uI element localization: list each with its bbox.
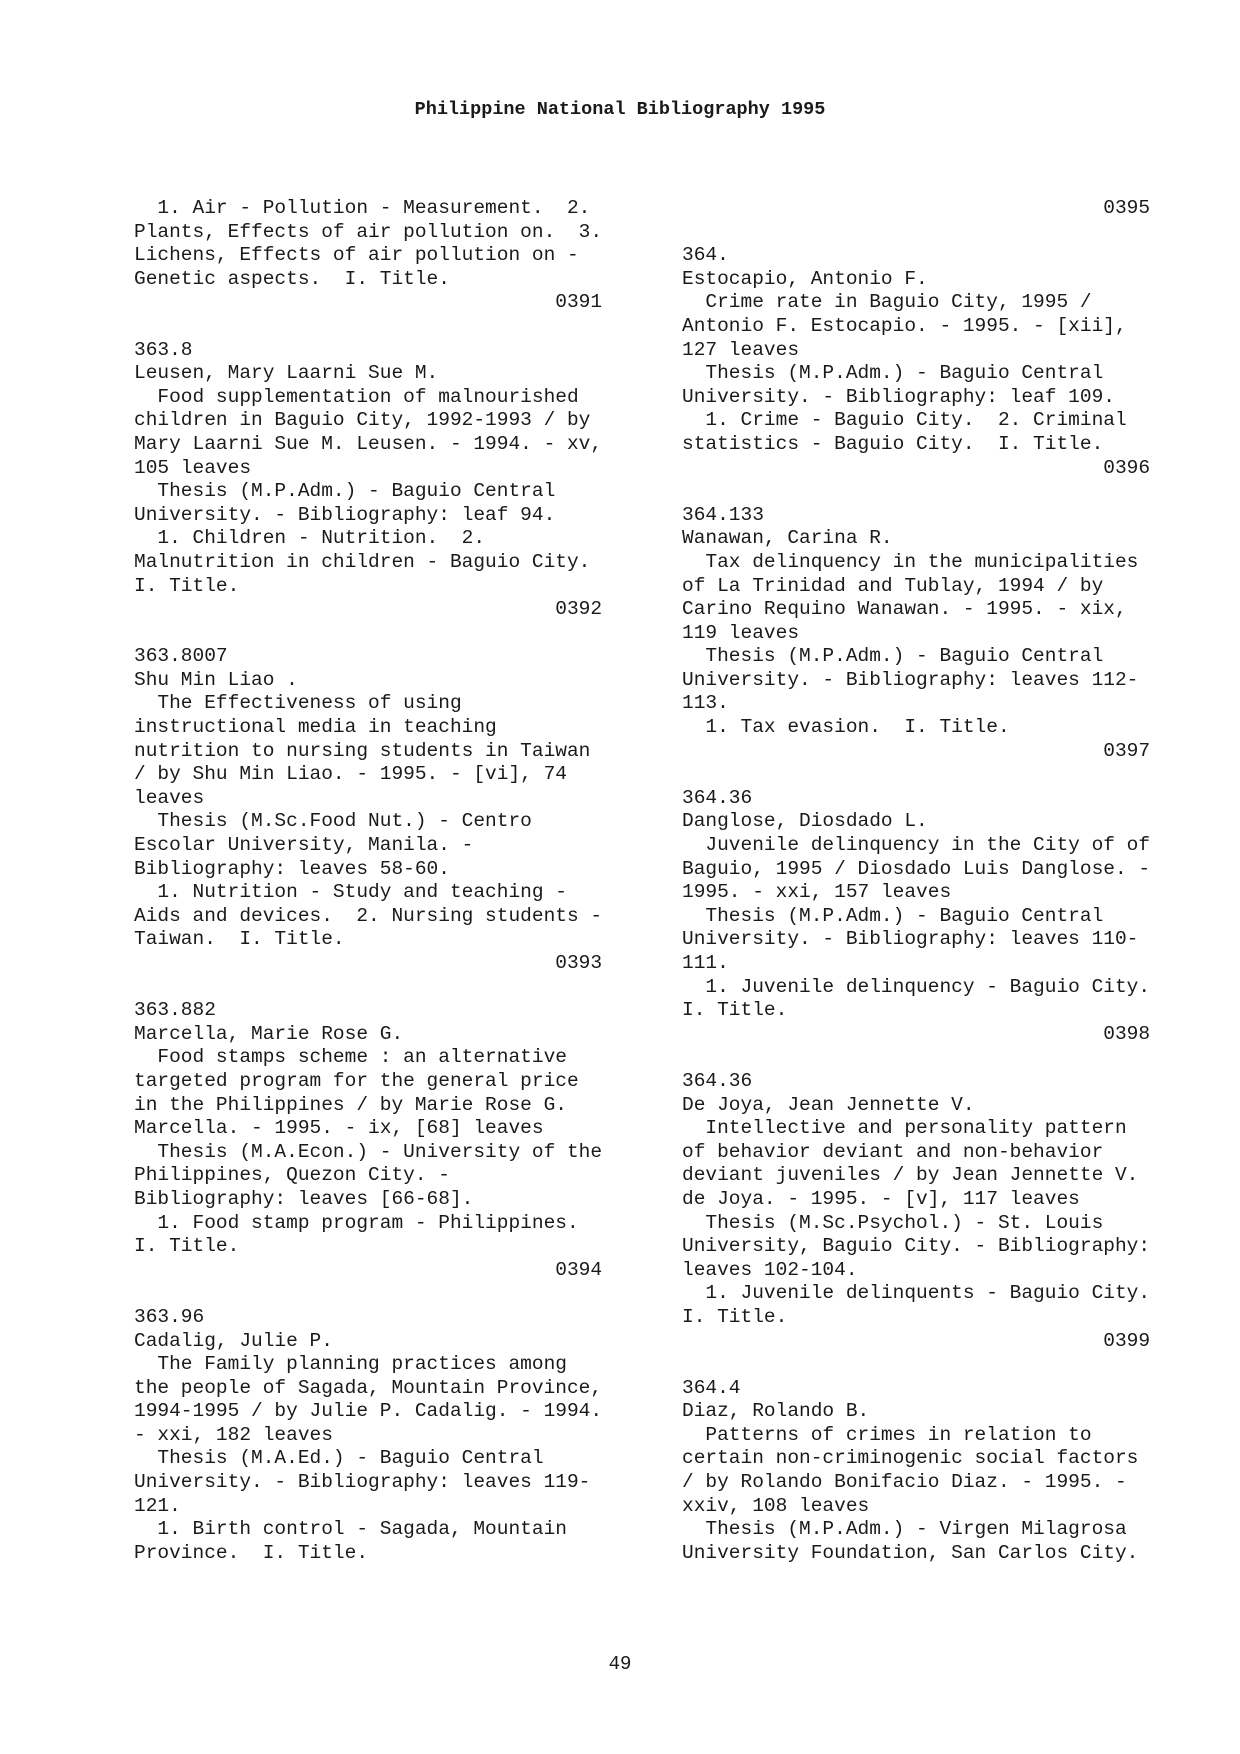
- text-line: Estocapio, Antonio F.: [682, 267, 928, 290]
- text-line: 113.: [682, 692, 729, 715]
- text-line: Thesis (M.P.Adm.) - Baguio Central: [134, 480, 556, 503]
- text-line: 105 leaves: [134, 456, 252, 479]
- text-line: 363.8007: [134, 645, 228, 668]
- text-line: [134, 976, 639, 1000]
- text-line: Thesis (M.P.Adm.) - Virgen Milagrosa: [682, 1518, 1127, 1541]
- text-line: 1995. - xxi, 157 leaves: [682, 881, 952, 904]
- text-line: 1. Crime - Baguio City. 2. Criminal: [682, 409, 1127, 432]
- text-line: I. Title.: [682, 1305, 788, 1328]
- left-column: [134, 197, 639, 1565]
- text-line: Bibliography: leaves 58-60.: [134, 857, 450, 880]
- text-line: 0399: [682, 1329, 1151, 1352]
- text-line: [682, 763, 1187, 787]
- text-line: Antonio F. Estocapio. - 1995. - [xii],: [682, 314, 1127, 337]
- text-line: statistics - Baguio City. I. Title.: [682, 432, 1104, 455]
- text-line: leaves: [134, 786, 205, 809]
- text-line: in the Philippines / by Marie Rose G.: [134, 1093, 567, 1116]
- text-line: 1. Air - Pollution - Measurement. 2.: [134, 197, 591, 219]
- text-line: Thesis (M.A.Ed.) - Baguio Central: [134, 1447, 544, 1470]
- text-line: of La Trinidad and Tublay, 1994 / by: [682, 574, 1104, 597]
- text-line: University. - Bibliography: leaf 109.: [682, 385, 1115, 408]
- text-line: 364.: [682, 244, 729, 267]
- text-line: 363.96: [134, 1305, 205, 1328]
- text-line: Food supplementation of malnourished: [134, 385, 579, 408]
- text-line: I. Title.: [682, 999, 788, 1022]
- text-line: Genetic aspects. I. Title.: [134, 267, 450, 290]
- text-line: 363.8: [134, 338, 193, 361]
- text-line: 0392: [134, 598, 603, 621]
- text-line: targeted program for the general price: [134, 1069, 579, 1092]
- text-line: 1. Nutrition - Study and teaching -: [134, 881, 567, 904]
- text-line: 1. Juvenile delinquents - Baguio City.: [682, 1282, 1151, 1305]
- text-line: 0398: [682, 1022, 1151, 1045]
- text-line: 364.36: [682, 786, 753, 809]
- text-line: Patterns of crimes in relation to: [682, 1423, 1092, 1446]
- text-line: Mary Laarni Sue M. Leusen. - 1994. - xv,: [134, 432, 603, 455]
- text-line: 0393: [134, 952, 603, 974]
- text-line: 1994-1995 / by Julie P. Cadalig. - 1994.: [134, 1400, 603, 1423]
- text-line: University Foundation, San Carlos City.: [682, 1541, 1139, 1564]
- text-line: / by Rolando Bonifacio Diaz. - 1995. -: [682, 1471, 1127, 1494]
- text-line: instructional media in teaching: [134, 716, 497, 739]
- text-line: Plants, Effects of air pollution on. 3.: [134, 220, 603, 243]
- text-line: Carino Requino Wanawan. - 1995. - xix,: [682, 598, 1127, 621]
- text-line: of behavior deviant and non-behavior: [682, 1140, 1104, 1163]
- text-line: Lichens, Effects of air pollution on -: [134, 244, 579, 267]
- text-line: 111.: [682, 952, 729, 974]
- text-line: Tax delinquency in the municipalities: [682, 550, 1139, 573]
- text-line: xxiv, 108 leaves: [682, 1494, 870, 1517]
- text-line: Diaz, Rolando B.: [682, 1400, 870, 1423]
- text-line: Thesis (M.P.Adm.) - Baguio Central: [682, 904, 1104, 927]
- text-line: Escolar University, Manila. -: [134, 834, 474, 857]
- text-line: Leusen, Mary Laarni Sue M.: [134, 362, 439, 385]
- text-line: The Effectiveness of using: [134, 692, 462, 715]
- text-line: - xxi, 182 leaves: [134, 1423, 333, 1446]
- text-line: 0397: [682, 739, 1151, 762]
- text-line: I. Title.: [134, 1235, 240, 1258]
- text-line: 364.133: [682, 503, 764, 526]
- text-line: 119 leaves: [682, 621, 800, 644]
- text-line: / by Shu Min Liao. - 1995. - [vi], 74: [134, 763, 567, 786]
- text-line: Intellective and personality pattern: [682, 1117, 1127, 1140]
- text-line: 1. Birth control - Sagada, Mountain: [134, 1518, 567, 1541]
- text-line: 1. Food stamp program - Philippines.: [134, 1211, 579, 1234]
- text-line: Aids and devices. 2. Nursing students -: [134, 904, 603, 927]
- text-line: 364.36: [682, 1069, 753, 1092]
- text-line: Thesis (M.A.Econ.) - University of the: [134, 1140, 603, 1163]
- text-line: University. - Bibliography: leaves 119-: [134, 1471, 591, 1494]
- page-number: 49: [608, 1653, 632, 1675]
- text-line: Thesis (M.Sc.Psychol.) - St. Louis: [682, 1211, 1104, 1234]
- text-line: [134, 315, 639, 339]
- text-line: Province. I. Title.: [134, 1541, 369, 1564]
- text-line: 127 leaves: [682, 338, 800, 361]
- page-title: Philippine National Bibliography 1995: [414, 99, 826, 120]
- text-line: Juvenile delinquency in the City of of: [682, 834, 1151, 857]
- text-line: Wanawan, Carina R.: [682, 527, 893, 550]
- text-line: I. Title.: [134, 574, 240, 597]
- text-line: Baguio, 1995 / Diosdado Luis Danglose. -: [682, 857, 1151, 880]
- text-line: Cadalig, Julie P.: [134, 1329, 333, 1352]
- text-line: University. - Bibliography: leaf 94.: [134, 503, 556, 526]
- text-line: leaves 102-104.: [682, 1258, 858, 1281]
- text-line: Marcella. - 1995. - ix, [68] leaves: [134, 1117, 544, 1140]
- text-line: Thesis (M.P.Adm.) - Baguio Central: [682, 645, 1104, 668]
- text-line: Thesis (M.Sc.Food Nut.) - Centro: [134, 810, 532, 833]
- text-line: [682, 480, 1187, 504]
- text-line: deviant juveniles / by Jean Jennette V.: [682, 1164, 1139, 1187]
- text-line: University. - Bibliography: leaves 112-: [682, 668, 1139, 691]
- text-line: Food stamps scheme : an alternative: [134, 1046, 567, 1069]
- text-line: Shu Min Liao .: [134, 668, 298, 691]
- text-line: 1. Children - Nutrition. 2.: [134, 527, 486, 550]
- text-line: [682, 221, 1187, 245]
- text-line: children in Baguio City, 1992-1993 / by: [134, 409, 591, 432]
- text-line: [134, 1282, 639, 1306]
- text-line: University, Baguio City. - Bibliography:: [682, 1235, 1151, 1258]
- text-line: 1. Tax evasion. I. Title.: [682, 716, 1010, 739]
- text-line: de Joya. - 1995. - [v], 117 leaves: [682, 1187, 1080, 1210]
- text-line: 363.882: [134, 999, 216, 1022]
- text-line: [682, 1353, 1187, 1377]
- text-line: [134, 622, 639, 646]
- text-line: nutrition to nursing students in Taiwan: [134, 739, 591, 762]
- text-line: Marcella, Marie Rose G.: [134, 1022, 404, 1045]
- text-line: 1. Juvenile delinquency - Baguio City.: [682, 975, 1151, 998]
- text-line: 0394: [134, 1258, 603, 1281]
- text-line: The Family planning practices among: [134, 1353, 567, 1376]
- text-line: certain non-criminogenic social factors: [682, 1447, 1139, 1470]
- text-line: University. - Bibliography: leaves 110-: [682, 928, 1139, 951]
- text-line: 121.: [134, 1494, 181, 1517]
- text-line: the people of Sagada, Mountain Province,: [134, 1376, 603, 1399]
- text-line: Taiwan. I. Title.: [134, 928, 345, 951]
- text-line: Philippines, Quezon City. -: [134, 1164, 450, 1187]
- right-column: [682, 197, 1187, 1565]
- text-line: Bibliography: leaves [66-68].: [134, 1187, 474, 1210]
- text-line: 0391: [134, 291, 603, 314]
- text-line: 0396: [682, 456, 1151, 479]
- text-line: Crime rate in Baguio City, 1995 /: [682, 291, 1092, 314]
- text-line: De Joya, Jean Jennette V.: [682, 1093, 975, 1116]
- text-line: Danglose, Diosdado L.: [682, 810, 928, 833]
- text-line: [682, 1046, 1187, 1070]
- text-line: 0395: [682, 197, 1151, 219]
- text-line: Malnutrition in children - Baguio City.: [134, 550, 591, 573]
- text-line: Thesis (M.P.Adm.) - Baguio Central: [682, 362, 1104, 385]
- text-line: 364.4: [682, 1376, 741, 1399]
